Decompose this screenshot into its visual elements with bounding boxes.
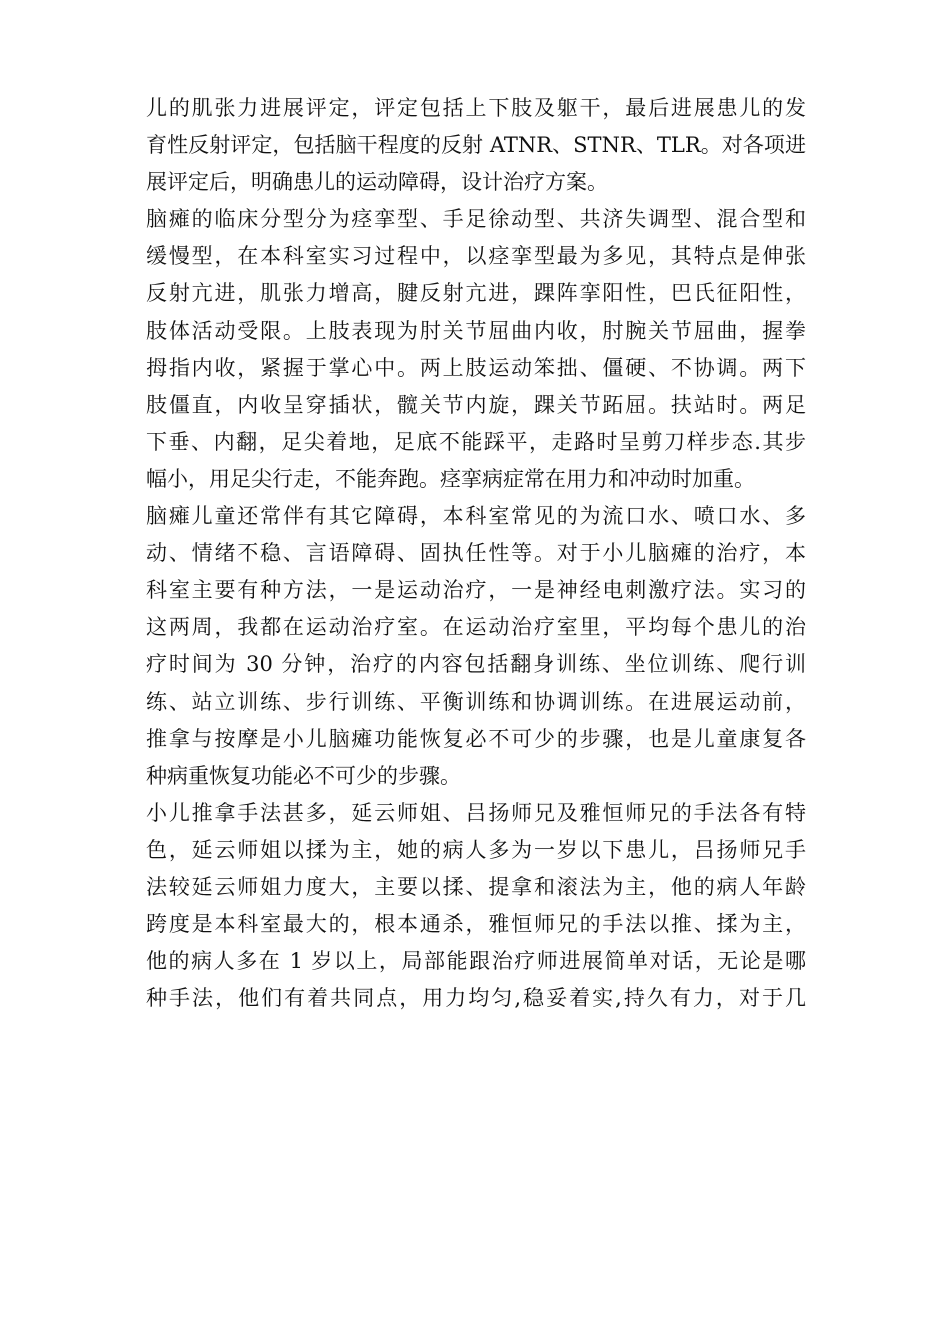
text-line: 推拿与按摩是小儿脑瘫功能恢复必不可少的步骤，也是儿童康复各: [146, 726, 806, 751]
text-line: 科室主要有种方法，一是运动治疗，一是神经电刺激疗法。实习的: [146, 578, 806, 603]
text-line: 拇指内收，紧握于掌心中。两上肢运动笨拙、僵硬、不协调。两下: [146, 355, 806, 380]
text-line: 疗时间为 30 分钟，治疗的内容包括翻身训练、坐位训练、爬行训: [146, 652, 806, 677]
text-line: 练、站立训练、步行训练、平衡训练和协调训练。在进展运动前，: [146, 689, 806, 714]
text-line: 种手法，他们有着共同点，用力均匀,稳妥着实,持久有力，对于几: [146, 986, 806, 1011]
text-line: 小儿推拿手法甚多，延云师姐、吕扬师兄及雅恒师兄的手法各有特: [146, 800, 806, 825]
body-text: [146, 90, 806, 1017]
text-line: 反射亢进，肌张力增高，腱反射亢进，踝阵挛阳性，巴氏征阳性，: [146, 281, 806, 306]
text-line: 动、情绪不稳、言语障碍、固执任性等。对于小儿脑瘫的治疗，本: [146, 541, 806, 566]
text-line: 展评定后，明确患儿的运动障碍，设计治疗方案。: [146, 170, 608, 195]
text-line: 他的病人多在 1 岁以上，局部能跟治疗师进展简单对话，无论是哪: [146, 949, 806, 974]
text-line: 法较延云师姐力度大，主要以揉、提拿和滚法为主，他的病人年龄: [146, 874, 806, 899]
text-line: 色，延云师姐以揉为主，她的病人多为一岁以下患儿，吕扬师兄手: [146, 837, 806, 862]
text-line: 脑瘫儿童还常伴有其它障碍，本科室常见的为流口水、喷口水、多: [146, 504, 806, 529]
text-line: 幅小，用足尖行走，不能奔跑。痉挛病症常在用力和冲动时加重。: [146, 466, 755, 491]
text-line: 跨度是本科室最大的，根本通杀，雅恒师兄的手法以推、揉为主，: [146, 912, 806, 937]
text-line: 肢僵直，内收呈穿插状，髋关节内旋，踝关节跖屈。扶站时。两足: [146, 392, 806, 417]
text-line: 脑瘫的临床分型分为痉挛型、手足徐动型、共济失调型、混合型和: [146, 207, 806, 232]
text-line: 缓慢型，在本科室实习过程中，以痉挛型最为多见，其特点是伸张: [146, 244, 806, 269]
text-line: 育性反射评定，包括脑干程度的反射 ATNR、STNR、TLR。对各项进: [146, 133, 806, 158]
text-line: 儿的肌张力进展评定，评定包括上下肢及躯干，最后进展患儿的发: [146, 96, 806, 120]
text-line: 下垂、内翻，足尖着地，足底不能踩平，走路时呈剪刀样步态.其步: [146, 429, 806, 454]
text-line: 种病重恢复功能必不可少的步骤。: [146, 763, 461, 788]
text-line: 肢体活动受限。上肢表现为肘关节屈曲内收，肘腕关节屈曲，握拳: [146, 318, 806, 343]
text-line: 这两周，我都在运动治疗室。在运动治疗室里，平均每个患儿的治: [146, 615, 806, 640]
